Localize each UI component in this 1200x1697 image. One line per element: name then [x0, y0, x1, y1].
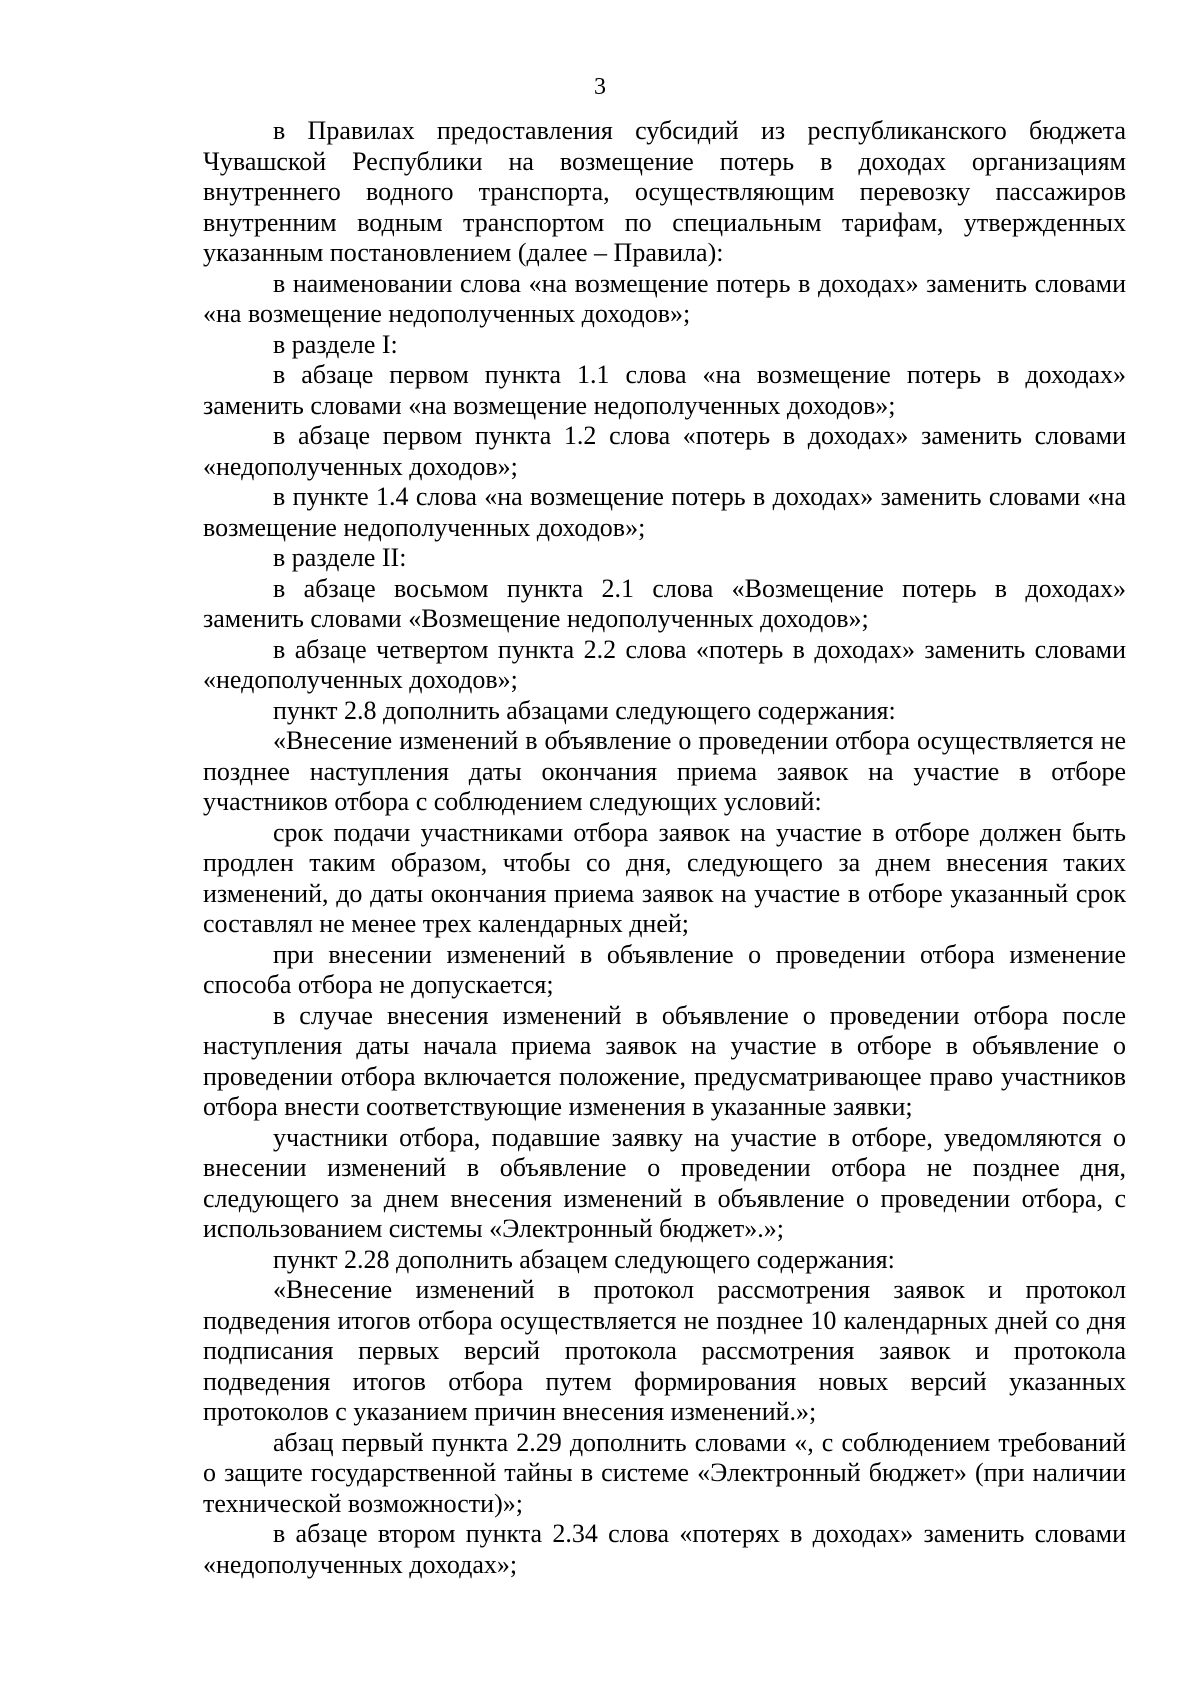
paragraph-title-change: в наименовании слова «на возмещение потерь в доходах» заменить словами «на возмещение недополученных доходов»;	[203, 268, 1126, 328]
paragraph-item-2-1: в абзаце восьмом пункта 2.1 слова «Возмещение потерь в доходах» заменить словами «Возмещение недополученных доходов»;	[203, 573, 1126, 633]
paragraph-item-1-4: в пункте 1.4 слова «на возмещение потерь в доходах» заменить словами «на возмещение недополученных доходов»;	[203, 482, 1126, 542]
paragraph-protocol-changes: «Внесение изменений в протокол рассмотрения заявок и протокол подведения итогов отбора осуществляется не позднее 10 календарных дней со дня подписания первых версий протокола рассмотрения заявок и протокола подведения итогов отбора путем формирования новых версий указанных протоколов с указанием причин внесения изменений.»;	[203, 1275, 1126, 1426]
paragraph-rules-intro: в Правилах предоставления субсидий из республиканского бюджета Чувашской Республики на возмещение потерь в доходах организациям внутреннего водного транспорта, осуществляющим перевозку пассажиров внутренним водным транспортом по специальным тарифам, утвержденных указанным постановлением (далее – Правила):	[203, 116, 1126, 267]
paragraph-item-2-28: пункт 2.28 дополнить абзацем следующего содержания:	[273, 1244, 895, 1274]
paragraph-item-1-1: в абзаце первом пункта 1.1 слова «на возмещение потерь в доходах» заменить словами «на возмещение недополученных доходов»;	[203, 360, 1126, 420]
paragraph-section-1: в разделе I:	[273, 329, 398, 359]
paragraph-deadline-extension: срок подачи участниками отбора заявок на участие в отборе должен быть продлен таким образом, чтобы со дня, следующего за днем внесения таких изменений, до даты окончания приема заявок на участие в отборе указанный срок составлял не менее трех календарных дней;	[203, 817, 1126, 938]
paragraph-item-2-8: пункт 2.8 дополнить абзацами следующего содержания:	[273, 695, 896, 725]
page-number: 3	[594, 74, 606, 100]
document-body	[203, 116, 1126, 1580]
paragraph-item-2-29: абзац первый пункта 2.29 дополнить словами «, с соблюдением требований о защите государственной тайны в системе «Электронный бюджет» (при наличии технической возможности)»;	[203, 1427, 1126, 1518]
paragraph-amendment-announcement: «Внесение изменений в объявление о проведении отбора осуществляется не позднее наступления даты окончания приема заявок на участие в отборе участников отбора с соблюдением следующих условий:	[203, 726, 1126, 816]
paragraph-item-2-2: в абзаце четвертом пункта 2.2 слова «потерь в доходах» заменить словами «недополученных доходов»;	[203, 634, 1126, 694]
paragraph-item-2-34: в абзаце втором пункта 2.34 слова «потерях в доходах» заменить словами «недополученных доходах»;	[203, 1519, 1126, 1579]
paragraph-application-changes: в случае внесения изменений в объявление о проведении отбора после наступления даты начала приема заявок на участие в отборе в объявление о проведении отбора включается положение, предусматривающее право участников отбора внести соответствующие изменения в указанные заявки;	[203, 1000, 1126, 1121]
paragraph-item-1-2: в абзаце первом пункта 1.2 слова «потерь в доходах» заменить словами «недополученных доходов»;	[203, 421, 1126, 481]
paragraph-section-2: в разделе II:	[273, 543, 407, 572]
paragraph-selection-method: при внесении изменений в объявление о проведении отбора изменение способа отбора не допускается;	[203, 939, 1126, 999]
paragraph-participant-notification: участники отбора, подавшие заявку на участие в отборе, уведомляются о внесении изменений в объявление о проведении отбора не позднее дня, следующего за днем внесения изменений в объявление о проведении отбора, с использованием системы «Электронный бюджет».»;	[203, 1122, 1126, 1243]
